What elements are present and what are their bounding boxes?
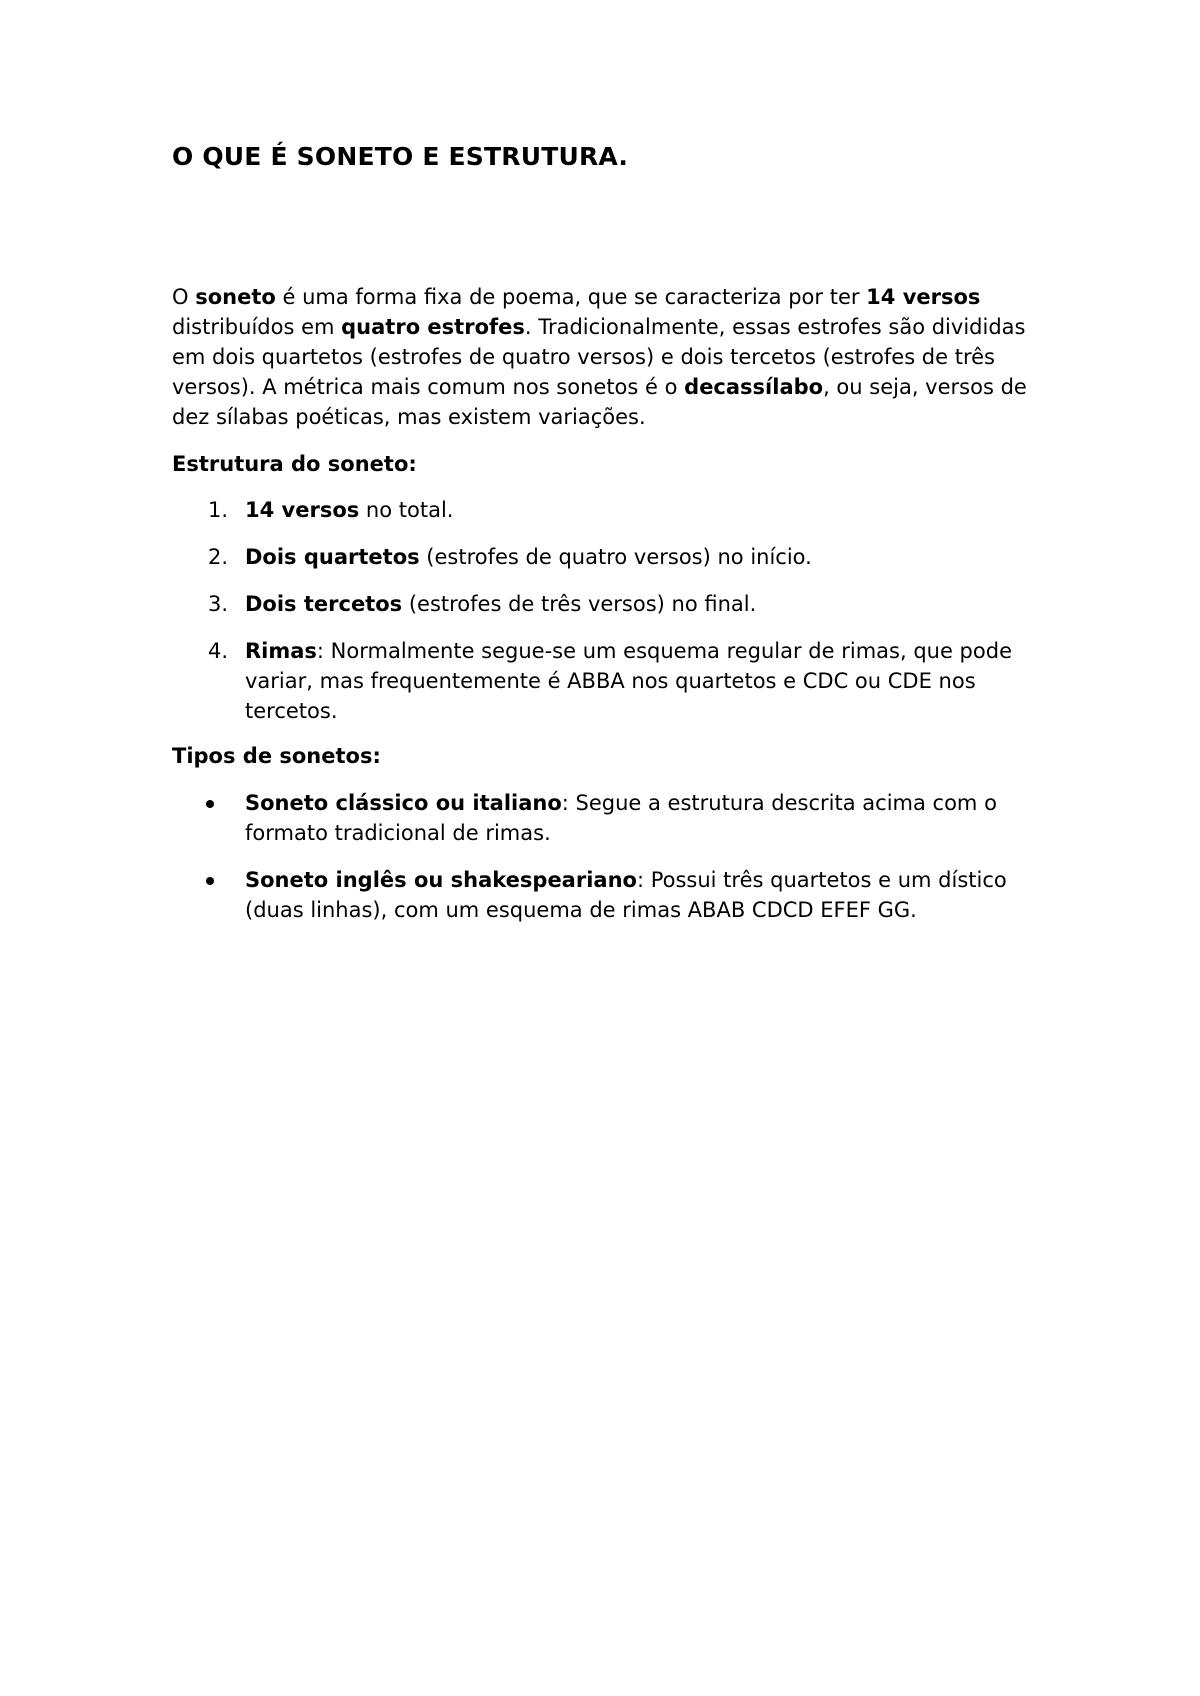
list-number: 2. [208, 545, 229, 569]
intro-text: , ou seja, versos de dez sílabas poéticas, mas existem variações. [172, 375, 1027, 429]
bullet-icon [206, 877, 214, 885]
intro-text: é uma forma fixa de poema, que se caracteriza por ter [275, 285, 867, 309]
document-title: O QUE É SONETO E ESTRUTURA. [172, 142, 629, 171]
item-text: : Segue a estrutura descrita acima com o formato tradicional de rimas. [245, 791, 997, 845]
list-number: 3. [208, 592, 229, 616]
item-text: : Normalmente segue-se um esquema regular de rimas, que pode variar, mas frequentemente é ABBA nos quartetos e CDC ou CDE nos tercetos. [245, 639, 1012, 723]
types-list-item [172, 788, 1052, 848]
item-text: : Possui três quartetos e um dístico (duas linhas), com um esquema de rimas ABAB CDCD EFEF GG. [245, 868, 1007, 922]
bullet-icon [206, 800, 214, 808]
item-bold-label: Soneto inglês ou shakespeariano [245, 868, 637, 892]
structure-list-item [172, 589, 1052, 619]
item-text: no total. [359, 498, 454, 522]
intro-text: O [172, 285, 196, 309]
item-text: (estrofes de quatro versos) no início. [419, 545, 812, 569]
item-bold-label: Dois quartetos [245, 545, 420, 569]
structure-heading: Estrutura do soneto: [172, 452, 417, 476]
types-list [172, 788, 1052, 942]
item-bold-label: Dois tercetos [245, 592, 403, 616]
item-text: (estrofes de três versos) no final. [402, 592, 757, 616]
intro-paragraph [172, 282, 1052, 432]
structure-list [172, 495, 1052, 743]
item-bold-label: Soneto clássico ou italiano [245, 791, 562, 815]
item-bold-label: Rimas [245, 639, 317, 663]
list-number: 4. [208, 639, 229, 663]
intro-bold-term: 14 versos [866, 285, 981, 309]
types-list-item [172, 865, 1052, 925]
structure-list-item [172, 542, 1052, 572]
intro-bold-term: quatro estrofes [341, 315, 525, 339]
types-heading: Tipos de sonetos: [172, 744, 381, 768]
intro-bold-term: decassílabo [684, 375, 824, 399]
list-number: 1. [208, 498, 229, 522]
intro-text: distribuídos em [172, 315, 342, 339]
intro-text: . Tradicionalmente, essas estrofes são divididas em dois quartetos (estrofes de quatro versos) e dois tercetos (estrofes de três versos). A métrica mais comum nos sonetos é o [172, 315, 1026, 399]
item-bold-label: 14 versos [245, 498, 360, 522]
structure-list-item [172, 495, 1052, 525]
structure-list-item [172, 636, 1052, 726]
intro-bold-term: soneto [195, 285, 276, 309]
